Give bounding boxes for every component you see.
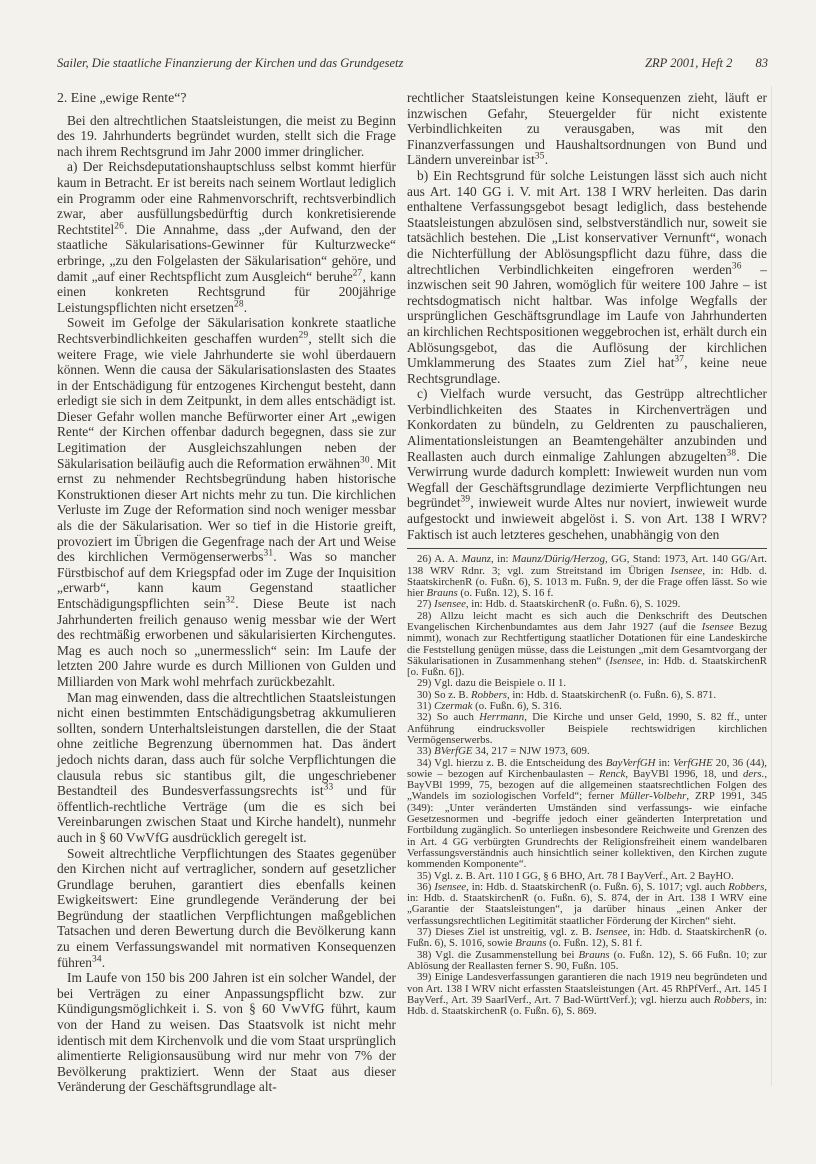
footnote-section [407,548,767,1017]
page-number: 83 [755,56,768,70]
running-title: Sailer, Die staatliche Finanzierung der Kirchen und das Grundgesetz [57,56,404,70]
footnote-item: 39) Einige Landesverfassungen garantieren die nach 1919 neu begründeten und von Art. 138 I WRV nicht erfassten Staatsleistungen (Art. 45 RhPfVerf., Art. 145 I BayVerf., Art. 39 SaarlVerf., Art. 7 Bad-WürttVerf.); vgl. hierzu auch Robbers, in: Hdb. d. StaatskirchenR (o. Fußn. 6), S. 869. [407,971,768,1018]
footnote-item: 38) Vgl. die Zusammenstellung bei Brauns (o. Fußn. 12), S. 66 Fußn. 10; zur Ablösung der Reallasten ferner S. 90, Fußn. 105. [407,948,767,972]
right-column [407,90,767,1017]
body-paragraph: c) Vielfach wurde versucht, das Gestrüpp altrechtlicher Verbindlichkeiten des Staates in Kirchenverträgen und Konkordaten zu bündeln, zu Geldrenten zu pauschalieren, Alimentationsleistungen an Beamtengehälter anzubinden und Reallasten auch durch einmalige Zahlungen abzugelten$^{38}$. Die Verwirrung wurde dadurch komplett: Inwieweit wurden nun vom Wegfall der Geschäftsgrundlage dezimierte Verpflichtungen neu begründet$^{39}$, inwieweit wurde Altes nur noviert, inwieweit wurde aufgestockt und inwieweit abgelöst i. S. von Art. 138 I WRV? Faktisch ist auch letzteres geschehen, unabhängig von den [407,386,767,542]
left-column [57,90,396,1095]
footnote-item: 26) A. A. Maunz, in: Maunz/Dürig/Herzog, GG, Stand: 1973, Art. 140 GG/Art. 138 WRV Rdnr. 3; vgl. zum Streitstand im Übrigen Isensee, in: Hdb. d. StaatskirchenR (o. Fußn. 6), S. 1013 m. Fußn. 9, der die Frage offen lässt. So wie hier Brauns (o. Fußn. 12), S. 16 f. [407,553,767,600]
footnote-item: 27) Isensee, in: Hdb. d. StaatskirchenR (o. Fußn. 6), S. 1029. [417,598,681,611]
body-paragraph: Bei den altrechtlichen Staatsleistungen, die meist zu Beginn des 19. Jahrhunderts begründet wurden, stellt sich die Frage nach ihrem Rechtsgrund im Jahr 2000 immer dringlicher. [57,112,396,159]
footnote-item: 37) Dieses Ziel ist unstreitig, vgl. z. B. Isensee, in: Hdb. d. StaatskirchenR (o. Fußn. 6), S. 1016, sowie Brauns (o. Fußn. 12), S. 81 f. [407,926,768,950]
footnote-item: 31) Czermak (o. Fußn. 6), S. 316. [417,700,562,713]
page-header [57,56,768,71]
footnote-item: 34) Vgl. hierzu z. B. die Entscheidung des BayVerfGH in: VerfGHE 20, 36 (44), sowie – bezogen auf Kirchenbaulasten – Renck, BayVBl 1996, 18, und ders., BayVBl 1999, 75, bezogen auf die allgemeinen staatsrechtlichen Folgen des „Wandels im soziologischen Vorfeld“; ferner Müller-Volbehr, ZRP 1991, 345 (349): „Unter veränderten Umständen sind verfassungs- wie einfache Gesetzesnormen und -begriffe jedoch einer geänderten Interpretation und Fortbildung zugänglich. So unterliegen insbesondere Reichweite und Grenzen des in Art. 4 GG verbürgten Grundrechts der Religionsfreiheit einem wandelbaren Verfassungsverständnis auch hinsichtlich seiner kollektiven, den Kirchen zugute kommenden Komponente“. [407,756,768,871]
header-right [645,56,768,71]
section-heading: 2. Eine „ewige Rente“? [57,90,187,105]
journal-ref: ZRP 2001, Heft 2 [645,56,733,70]
body-paragraph: Man mag einwenden, dass die altrechtlichen Staatsleistungen nicht einen bestimmten Entschädigungsbetrag akkumulieren sollten, sondern Unterhaltsleistungen darstellen, die der Staat ohne zeitliche Begrenzung übernommen hat. Das ändert jedoch nichts daran, dass auch für solche Verpflichtungen die clausula rebus sic stantibus gilt, die ungeschriebener Bestandteil des Bundesverfassungsrechts ist$^{33}$ und für öffentlich-rechtliche Verträge (um die es sich bei Vereinbarungen zwischen Staat und Kirche handelt), nunmehr auch in § 60 VwVfG ausdrücklich geregelt ist. [57,689,397,845]
footnote-item: 30) So z. B. Robbers, in: Hdb. d. StaatskirchenR (o. Fußn. 6), S. 871. [417,688,717,701]
footnote-item: 29) Vgl. dazu die Beispiele o. II 1. [417,677,567,690]
scan-gutter-line [771,86,772,1086]
body-paragraph: Soweit altrechtliche Verpflichtungen des Staates gegenüber den Kirchen nicht auf vertraglicher, sondern auf gesetzlicher Grundlage beruhen, garantiert dies ebenfalls keinen Ewigkeitswert: Eine grundlegende Veränderung der bei Begründung der staatlichen Verpflichtungen maßgeblichen Tatsachen und deren Bewertung durch die Bevölkerung kann zu einem Verfassungswandel mit normativen Konsequenzen führen$^{34}$. [57,845,396,970]
footnote-item: 33) BVerfGE 34, 217 = NJW 1973, 609. [417,745,590,758]
footnote-item: 28) Allzu leicht macht es sich auch die Denkschrift des Deutschen Evangelischen Kirchenbundamtes aus dem Jahr 1927 (auf die Isensee Bezug nimmt), wonach zur Rechtfertigung staatlicher Dotationen für eine Landeskirche die Feststellung genügen müsse, dass die Leistungen „mit dem Gesamtvorgang der Säkularisationen in Zusammenhang stehen“ (Isensee, in: Hdb. d. StaatskirchenR [o. Fußn. 6]). [407,609,767,679]
footnote-item: 35) Vgl. z. B. Art. 110 I GG, § 6 BHO, Art. 78 I BayVerf., Art. 2 BayHO. [417,869,734,882]
body-paragraph: rechtlicher Staatsleistungen keine Konsequenzen zieht, läuft er inzwischen Gefahr, Steuergelder für nicht existente Verbindlichkeiten zu verausgaben, was mit den Finanzverfassungen und Haushaltsordnungen von Bund und Ländern unvereinbar ist$^{35}$. [407,90,767,168]
body-paragraph: b) Ein Rechtsgrund für solche Leistungen lässt sich auch nicht aus Art. 140 GG i. V. mit Art. 138 I WRV herleiten. Das darin enthaltene Verfassungsgebot besagt lediglich, dass bestehende Staatsleistungen abzulösen sind, selbstverständlich nur, soweit sie tatsächlich bestehen. Die „List konservativer Vernunft“, wonach die Nichterfüllung der Ablösungspflicht dazu führe, dass die altrechtlichen Verbindlichkeiten eingefroren werden$^{36}$ – inzwischen seit 90 Jahren, womöglich für weitere 100 Jahre – ist rechtsdogmatisch nicht haltbar. Was infolge Wegfalls der ursprünglichen Geschäftsgrundlage im Laufe von Jahrhunderten an kirchlichen Rechtspositionen weggebrochen ist, erhält durch ein Ablösungsgebot, das die Auflösung der kirchlichen Umklammerung des Staates zum Ziel hat$^{37}$, keine neue Rechtsgrundlage. [407,167,767,386]
body-paragraph: a) Der Reichsdeputationshauptschluss selbst kommt hierfür kaum in Betracht. Er ist bereits nach seinem Wortlaut lediglich ein Programm oder eine Rahmenvorschrift, rechtsverbindlich zwar, aber ausfüllungsbedürftig durch konkretisierende Rechtstitel$^{26}$. Die Annahme, dass „der Aufwand, den der staatliche Säkularisations-Gewinner für Kulturzwecke“ erbringe, „zu den Folgelasten der Säkularisation“ gehöre, und damit „auf einer Rechtspflicht zum Ausgleich“ beruhe$^{27}$, kann einen konkreten Rechtsgrund für 200jährige Leistungspflichten nicht ersetzen$^{28}$. [57,159,396,315]
footnote-item: 32) So auch Herrmann, Die Kirche und unser Geld, 1990, S. 82 ff., unter Anführung eindrucksvoller Beispiele rechtswidrigen kirchlichen Vermögenserwerbs. [407,711,767,746]
body-paragraph: Soweit im Gefolge der Säkularisation konkrete staatliche Rechtsverbindlichkeiten geschaffen wurden$^{29}$, stellt sich die weitere Frage, wie viele Jahrhunderte sie wohl überdauern können. Wenn die causa der Säkularisationslasten des Staates in der Entschädigung für entzogenes Kirchengut besteht, dann erledigt sie sich in dem Zeitpunkt, in dem alles entschädigt ist. Dieser Gefahr wollen manche Befürworter einer Art „ewigen Rente“ der Kirchen offenbar dadurch begegnen, dass sie zur Legitimation der Ausgleichszahlungen neben der Säkularisation beiläufig auch die Reformation erwähnen$^{30}$. Mit ernst zu nehmender Rechtsbegründung haben historische Konstruktionen dieser Art nichts mehr zu tun. Die kirchlichen Verluste im Zuge der Reformation sind noch weniger messbar als die der Säkularisation. Wer so tief in die Historie greift, provoziert im Übrigen die Gegenfrage nach der Art und Weise des kirchlichen Vermögenserwerbs$^{31}$. Was so mancher Fürstbischof auf dem Kriegspfad oder im Zuge der Inquisition „erwarb“, kann kaum Gegenstand staatlicher Entschädigungspflichten sein$^{32}$. Diese Beute ist nach Jahrhunderten freilich genauso wenig messbar wie der Wert des rechtmäßig erworbenen und säkularisierten Kirchengutes. Mag es auch noch so „unermesslich“ sein: Im Laufe der letzten 200 Jahre wurde es durch Millionen von Gulden und Milliarden von Mark wohl mehrfach zurückbezahlt. [57,315,397,689]
body-paragraph: Im Laufe von 150 bis 200 Jahren ist ein solcher Wandel, der bei Verträgen zu einer Anpassungspflicht bzw. zur Kündigungsmöglichkeit i. S. von § 60 VwVfG führt, kaum von der Hand zu weisen. Das Staatsvolk ist nicht mehr identisch mit dem Kirchenvolk und die vom Staat ursprünglich alimentierte Religionsausübung wird nur mehr von 7% der Bevölkerung praktiziert. Wenn der Staat aus dieser Veränderung der Geschäftsgrundlage alt- [57,970,396,1095]
footnote-item: 36) Isensee, in: Hdb. d. StaatskirchenR (o. Fußn. 6), S. 1017; vgl. auch Robbers, in: Hdb. d. StaatskirchenR (o. Fußn. 6), S. 874, der in Art. 138 I WRV eine „Garantie der Staatsleistungen“, ja darüber hinaus „einen Anker der verfassungsrechtlichen Legitimität staatlicher Förderung der Kirchen“ sieht. [407,880,767,927]
